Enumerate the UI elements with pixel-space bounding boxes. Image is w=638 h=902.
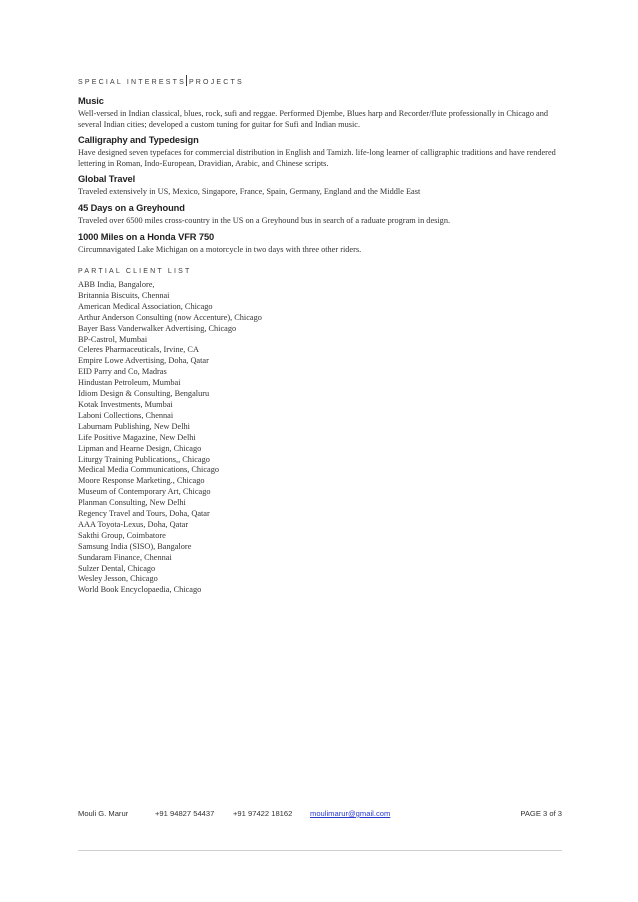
client-item: Liturgy Training Publications,, Chicago: [78, 454, 210, 464]
interest-item-music: [78, 95, 562, 130]
interest-title: Calligraphy and Typedesign: [78, 135, 199, 145]
interest-title: 45 Days on a Greyhound: [78, 203, 185, 213]
client-item: Hindustan Petroleum, Mumbai: [78, 378, 181, 388]
footer-phone-2: +91 97422 18162: [233, 809, 293, 818]
interest-description: Traveled over 6500 miles cross-country in the US on a Greyhound bus in search of a raduate program in design.: [78, 216, 451, 225]
footer-email-link[interactable]: moulimarur@gmail.com: [310, 809, 391, 818]
heading-interests-label: SPECIAL INTERESTS: [78, 79, 186, 86]
client-list: [78, 280, 562, 596]
client-item: Wesley Jesson, Chicago: [78, 574, 158, 584]
client-item: Laboni Collections, Chennai: [78, 410, 174, 420]
interest-item-greyhound: [78, 202, 562, 226]
interest-description: Traveled extensively in US, Mexico, Singapore, France, Spain, Germany, England and the Middle East: [78, 187, 421, 196]
client-item: Laburnam Publishing, New Delhi: [78, 421, 190, 431]
client-item: AAA Toyota-Lexus, Doha, Qatar: [78, 519, 189, 529]
client-item: Museum of Contemporary Art, Chicago: [78, 487, 211, 497]
client-item: Sundaram Finance, Chennai: [78, 552, 172, 562]
client-item: Sulzer Dental, Chicago: [78, 563, 156, 573]
footer-divider: [78, 850, 562, 851]
page-footer: [78, 809, 562, 823]
interest-description: Circumnavigated Lake Michigan on a motorcycle in two days with three other riders.: [78, 245, 362, 254]
client-item: Samsung India (SISO), Bangalore: [78, 541, 192, 551]
client-item: American Medical Association, Chicago: [78, 301, 213, 311]
client-item: BP-Castrol, Mumbai: [78, 334, 148, 344]
client-item: Idiom Design & Consulting, Bengaluru: [78, 389, 210, 399]
client-item: Empire Lowe Advertising, Doha, Qatar: [78, 356, 209, 366]
client-item: EID Parry and Co, Madras: [78, 367, 167, 377]
client-item: Sakthi Group, Coimbatore: [78, 530, 166, 540]
interest-title: Music: [78, 96, 104, 106]
client-item: Lipman and Hearne Design, Chicago: [78, 443, 202, 453]
interest-item-travel: [78, 173, 562, 197]
interest-item-honda: [78, 231, 562, 255]
interest-title: Global Travel: [78, 174, 136, 184]
client-item: Bayer Bass Vanderwalker Advertising, Chicago: [78, 323, 237, 333]
client-item: Celeres Pharmaceuticals, Irvine, CA: [78, 345, 199, 355]
client-item: Arthur Anderson Consulting (now Accenture), Chicago: [78, 312, 262, 322]
interest-description: Have designed seven typefaces for commercial distribution in English and Tamizh. life-long learner of calligraphic traditions and have rendered lettering in Roman, Indo-European, Dravidian, Arabic, and Chinese scripts.: [78, 148, 556, 168]
special-interests-heading: [78, 75, 244, 86]
footer-phone-1: +91 94827 54437: [155, 809, 215, 818]
client-item: Life Positive Magazine, New Delhi: [78, 432, 196, 442]
client-item: World Book Encyclopaedia, Chicago: [78, 585, 202, 595]
client-item: Planman Consulting, New Delhi: [78, 498, 186, 508]
footer-page-number: PAGE 3 of 3: [520, 809, 562, 818]
client-item: Kotak Investments, Mumbai: [78, 399, 173, 409]
client-list-heading: PARTIAL CLIENT LIST: [78, 268, 192, 275]
interest-description: Well-versed in Indian classical, blues, rock, sufi and reggae. Performed Djembe, Blues harp and Recorder/flute professionally in Chicago and several Indian cities; developed a custom tuning for guitar for Sufi and Indian music.: [78, 109, 549, 129]
heading-projects-label: PROJECTS: [188, 79, 244, 86]
client-item: Medical Media Communications, Chicago: [78, 465, 220, 475]
client-item: ABB India, Bangalore,: [78, 280, 155, 289]
interest-title: 1000 Miles on a Honda VFR 750: [78, 232, 215, 242]
interest-item-calligraphy: [78, 134, 562, 169]
client-item: Britannia Biscuits, Chennai: [78, 290, 170, 300]
footer-name: Mouli G. Marur: [78, 809, 129, 818]
client-item: Regency Travel and Tours, Doha, Qatar: [78, 509, 210, 519]
client-item: Moore Response Marketing., Chicago: [78, 476, 205, 486]
heading-divider: [186, 75, 187, 86]
